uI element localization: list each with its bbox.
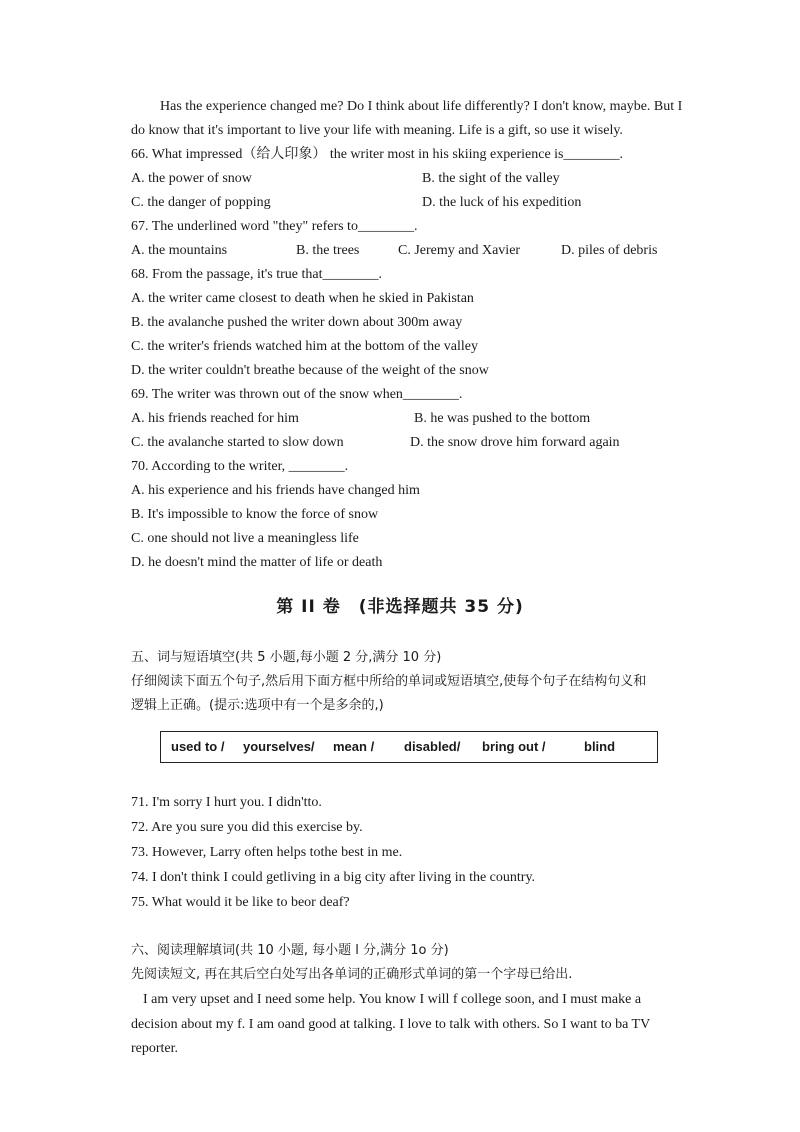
sentence-72: 72. Are you sure you did this exercise by. [131,820,363,835]
sentence-74: 74. I don't think I could getliving in a big city after living in the country. [131,870,536,885]
question-67-option-c: C. Jeremy and Xavier [398,243,521,258]
question-69-option-b: B. he was pushed to the bottom [414,411,591,426]
question-70-option-a: A. his experience and his friends have changed him [131,483,420,498]
question-68-option-d: D. the writer couldn't breathe because of the weight of the snow [131,363,489,378]
word-bank-box [160,731,658,763]
word-bank-item: blind [584,739,616,754]
word-bank-item: bring out / [482,739,546,754]
question-68-stem: 68. From the passage, it's true that________. [131,267,382,282]
question-68-option-c: C. the writer's friends watched him at the bottom of the valley [131,339,478,354]
question-66-stem: 66. What impressed（给人印象） the writer most in his skiing experience is________. [131,147,624,162]
word-bank-item: yourselves/ [243,739,315,754]
section5-heading: 五、词与短语填空(共 5 小题,每小题 2 分,满分 10 分) [131,650,442,665]
question-67-option-b: B. the trees [296,243,360,258]
question-68-option-b: B. the avalanche pushed the writer down about 300m away [131,315,463,330]
question-69-stem: 69. The writer was thrown out of the snow when________. [131,387,463,402]
section6-instruction: 先阅读短文, 再在其后空白处写出各单词的正确形式单词的第一个字母已给出. [131,967,573,982]
sentence-71: 71. I'm sorry I hurt you. I didn'tto. [131,795,322,810]
question-66-option-a: A. the power of snow [131,171,252,186]
question-66-option-c: C. the danger of popping [131,195,271,210]
section5-instruction-1: 仔细阅读下面五个句子,然后用下面方框中所给的单词或短语填空,使每个句子在结构句义和 [131,674,647,689]
section6-paragraph-line-3: reporter. [131,1041,179,1056]
question-69-option-c: C. the avalanche started to slow down [131,435,344,450]
word-bank-item: used to / [171,739,225,754]
sentence-75: 75. What would it be like to beor deaf? [131,895,350,910]
section5-instruction-2: 逻辑上正确。(提示:选项中有一个是多余的,) [131,698,384,713]
question-67-option-d: D. piles of debris [561,243,658,258]
question-67-stem: 67. The underlined word "they" refers to________. [131,219,418,234]
question-69-option-d: D. the snow drove him forward again [410,435,620,450]
question-68-option-a: A. the writer came closest to death when he skied in Pakistan [131,291,474,306]
section6-paragraph-line-2: decision about my f. I am oand good at talking. I love to talk with others. So I want to ba TV [131,1017,651,1032]
word-bank-item: mean / [333,739,375,754]
section6-heading: 六、阅读理解填词(共 10 小题, 每小题 l 分,满分 1o 分) [131,943,449,958]
passage-line-1: Has the experience changed me? Do I think about life differently? I don't know, maybe. But I [160,99,683,114]
section-title: 第 II 卷 (非选择题共 35 分) [276,597,524,617]
question-70-option-b: B. It's impossible to know the force of snow [131,507,379,522]
section6-paragraph-line-1: I am very upset and I need some help. You know I will f college soon, and I must make a [143,992,642,1007]
question-66-option-b: B. the sight of the valley [422,171,560,186]
sentence-73: 73. However, Larry often helps tothe best in me. [131,845,403,860]
question-67-option-a: A. the mountains [131,243,228,258]
question-70-option-d: D. he doesn't mind the matter of life or death [131,555,383,570]
question-70-stem: 70. According to the writer, ________. [131,459,349,474]
question-66-option-d: D. the luck of his expedition [422,195,582,210]
question-70-option-c: C. one should not live a meaningless life [131,531,359,546]
question-69-option-a: A. his friends reached for him [131,411,299,426]
passage-line-2: do know that it's important to live your life with meaning. Life is a gift, so use it wisely. [131,123,623,138]
word-bank-item: disabled/ [404,739,461,754]
